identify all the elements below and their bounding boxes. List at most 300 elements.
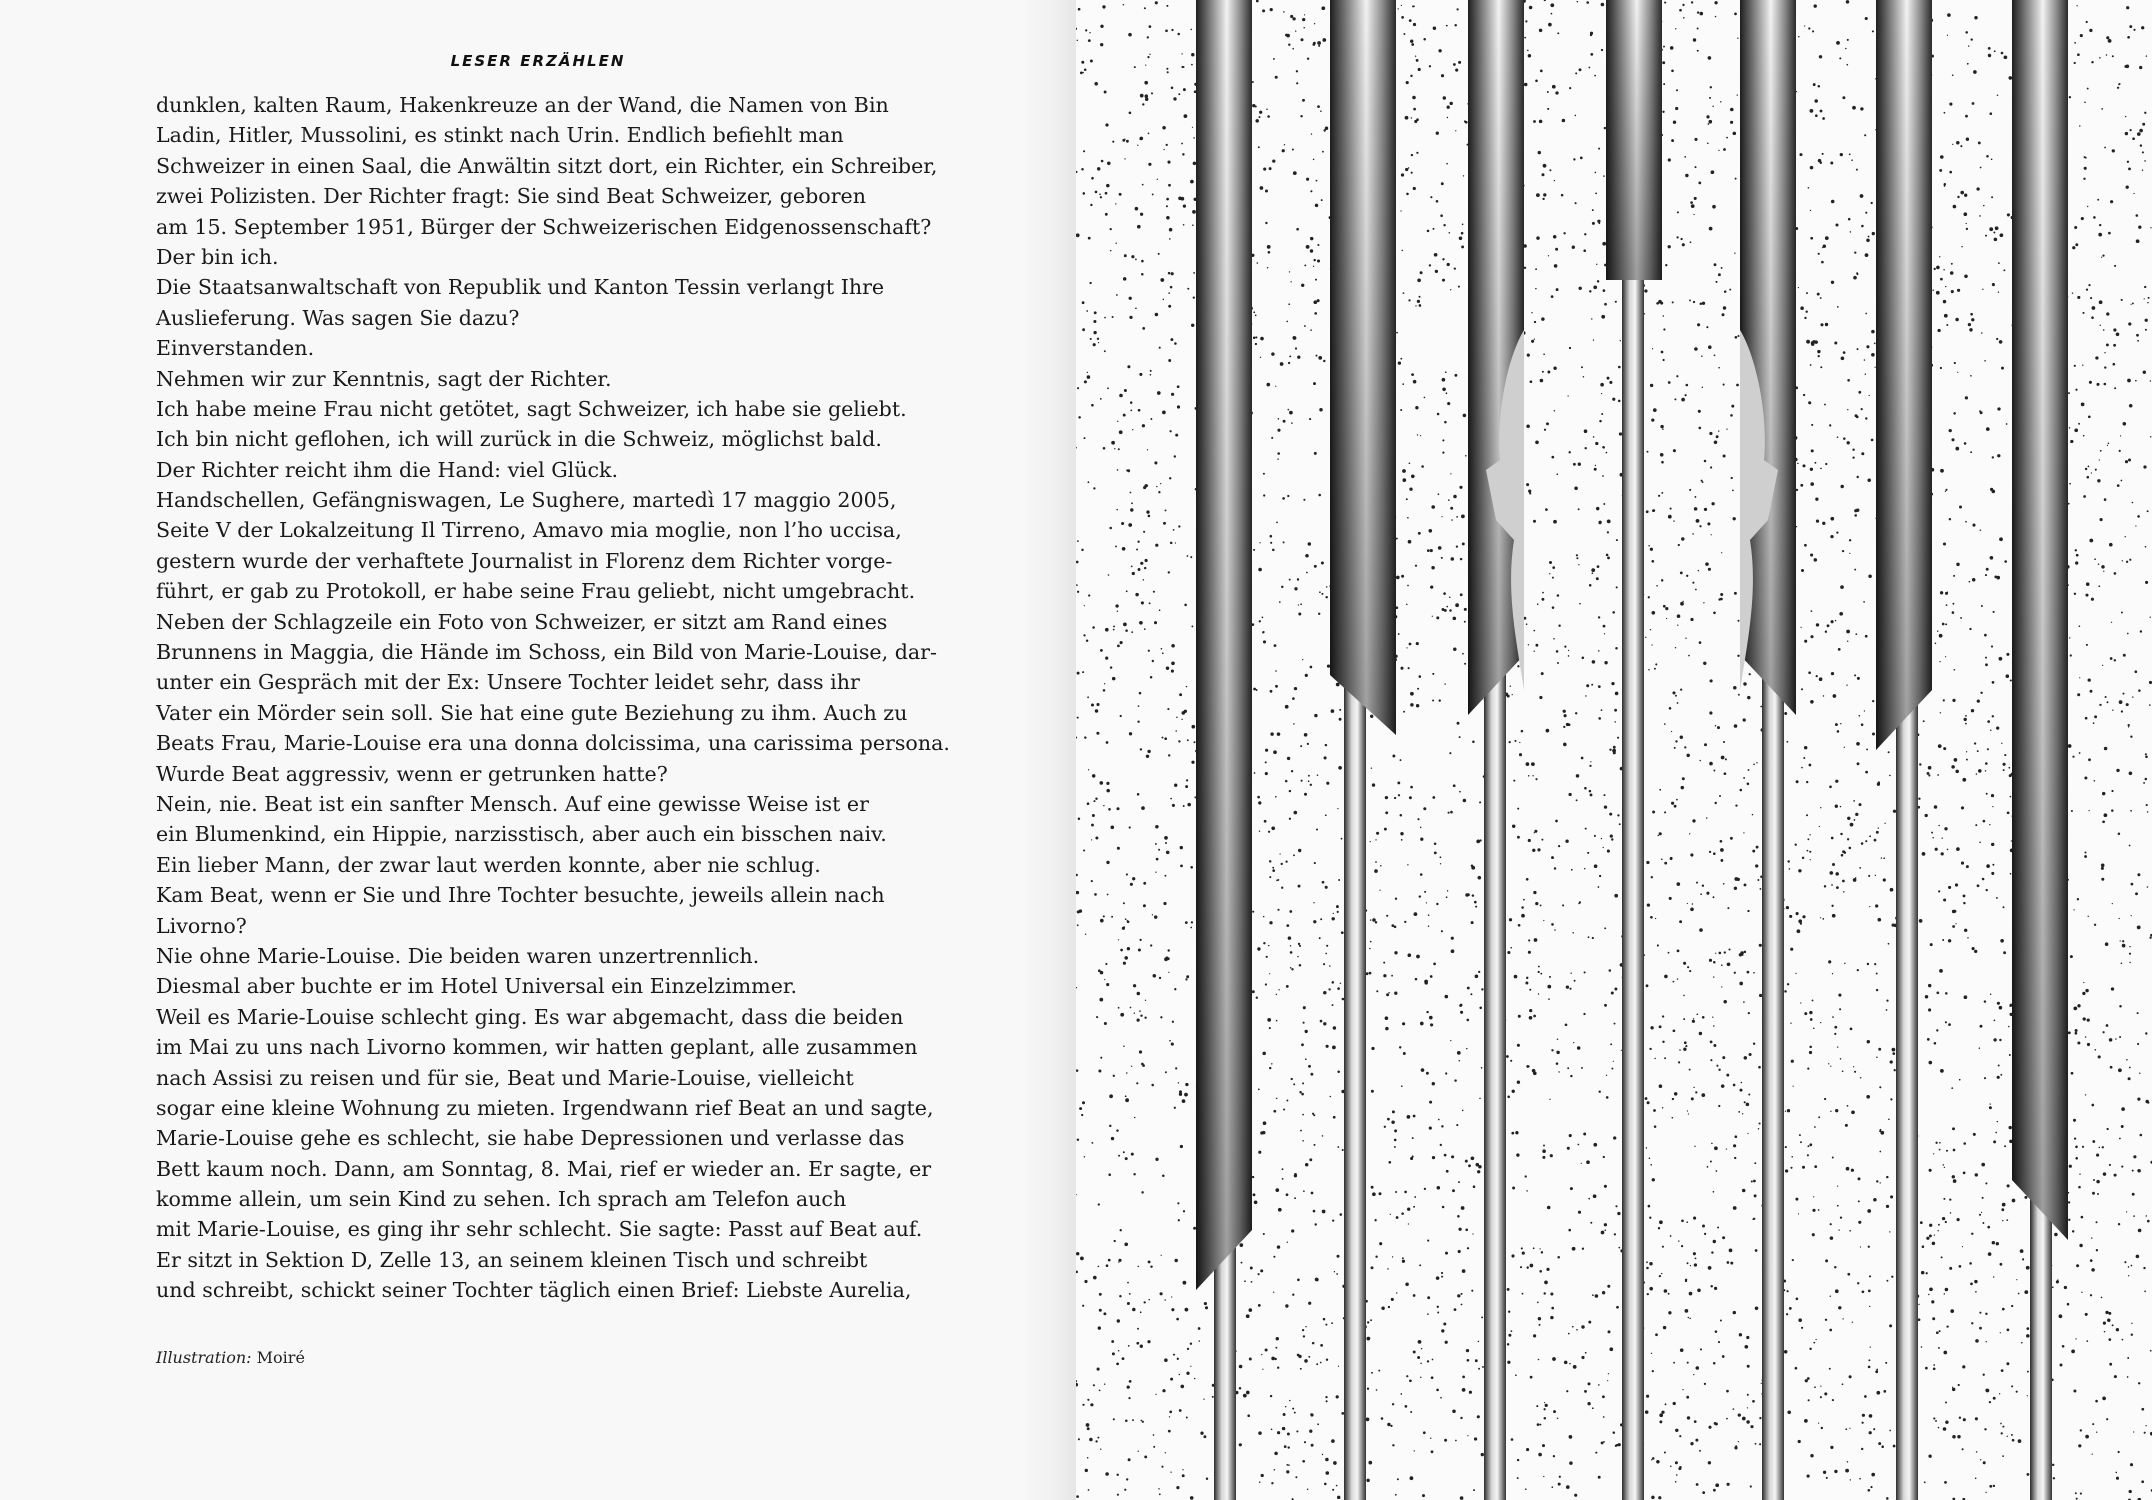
speckle-dot (1096, 732, 1099, 735)
speckle-dot (1980, 411, 1983, 414)
speckle-dot (1190, 866, 1193, 869)
speckle-dot (2145, 581, 2148, 584)
speckle-dot (2145, 778, 2148, 781)
speckle-dot (1588, 67, 1590, 69)
speckle-dot (1842, 880, 1845, 883)
speckle-dot (1437, 1312, 1439, 1314)
speckle-dot (1886, 1497, 1889, 1500)
speckle-dot (1139, 939, 1141, 941)
speckle-dot (1420, 1377, 1421, 1378)
speckle-dot (1747, 1365, 1750, 1368)
speckle-dot (1078, 8, 1081, 11)
speckle-dot (1864, 710, 1865, 711)
speckle-dot (1662, 1015, 1664, 1017)
speckle-dot (1286, 321, 1288, 323)
speckle-dot (1938, 825, 1939, 826)
speckle-dot (2103, 1172, 2106, 1175)
speckle-dot (1938, 1224, 1940, 1226)
speckle-dot (2130, 810, 2132, 812)
speckle-dot (2137, 873, 2140, 876)
speckle-dot (1713, 961, 1716, 964)
speckle-dot (1370, 841, 1371, 842)
speckle-dot (1698, 182, 1701, 185)
speckle-dot (1161, 648, 1163, 650)
speckle-dot (1568, 1333, 1570, 1335)
speckle-dot (2146, 55, 2147, 56)
speckle-dot (1894, 1069, 1896, 1071)
speckle-dot (1265, 222, 1267, 224)
speckle-dot (1288, 1464, 1290, 1466)
speckle-dot (1943, 542, 1946, 545)
speckle-dot (1709, 227, 1713, 231)
speckle-dot (1600, 383, 1604, 387)
speckle-dot (1589, 584, 1592, 587)
speckle-dot (1121, 522, 1124, 525)
speckle-dot (1100, 196, 1102, 198)
speckle-dot (1415, 305, 1416, 306)
speckle-dot (1618, 1443, 1621, 1446)
speckle-dot (1601, 1441, 1604, 1444)
speckle-dot (1448, 499, 1450, 501)
speckle-dot (2024, 1290, 2028, 1294)
speckle-dot (1459, 486, 1462, 489)
speckle-dot (1575, 712, 1577, 714)
speckle-dot (1123, 277, 1127, 281)
speckle-dot (1317, 774, 1319, 776)
speckle-dot (1397, 781, 1400, 784)
speckle-dot (1591, 318, 1592, 319)
speckle-dot (1467, 1019, 1470, 1022)
speckle-dot (1552, 85, 1556, 89)
speckle-dot (1467, 1359, 1470, 1362)
speckle-dot (1110, 825, 1114, 829)
speckle-dot (1149, 602, 1151, 604)
speckle-dot (1086, 310, 1088, 312)
speckle-dot (1940, 712, 1941, 713)
speckle-dot (1820, 917, 1821, 918)
speckle-dot (1997, 95, 1998, 96)
speckle-dot (1111, 1137, 1114, 1140)
speckle-dot (1804, 25, 1805, 26)
speckle-dot (1313, 300, 1317, 304)
speckle-dot (1403, 292, 1405, 294)
speckle-dot (2101, 108, 2103, 110)
speckle-dot (1370, 715, 1373, 718)
speckle-dot (1265, 772, 1268, 775)
speckle-dot (1952, 1388, 1956, 1392)
speckle-dot (1151, 92, 1153, 94)
speckle-dot (1874, 963, 1876, 965)
speckle-dot (1176, 717, 1178, 719)
speckle-dot (1814, 4, 1817, 7)
speckle-dot (1856, 169, 1858, 171)
speckle-dot (2009, 1054, 2011, 1056)
speckle-dot (1443, 224, 1445, 226)
speckle-dot (1734, 592, 1737, 595)
speckle-dot (1996, 1242, 1999, 1245)
speckle-dot (1857, 677, 1860, 680)
speckle-dot (1689, 299, 1691, 301)
speckle-dot (1528, 644, 1529, 645)
speckle-dot (1847, 1273, 1850, 1276)
speckle-dot (1586, 1160, 1590, 1164)
speckle-dot (1847, 409, 1848, 410)
speckle-dot (1939, 1149, 1941, 1151)
speckle-dot (1612, 398, 1615, 401)
speckle-dot (1154, 915, 1157, 918)
speckle-dot (1696, 519, 1700, 523)
speckle-dot (1964, 442, 1967, 445)
speckle-dot (1704, 1383, 1706, 1385)
speckle-dot (1953, 1179, 1957, 1183)
speckle-dot (1257, 947, 1260, 950)
speckle-dot (1261, 1354, 1262, 1355)
speckle-dot (1604, 1185, 1607, 1188)
speckle-dot (1091, 839, 1092, 840)
speckle-dot (2143, 465, 2146, 468)
speckle-dot (2084, 776, 2087, 779)
speckle-dot (1391, 924, 1394, 927)
speckle-dot (1185, 978, 1187, 980)
speckle-dot (1945, 1402, 1947, 1404)
speckle-dot (1955, 770, 1959, 774)
speckle-dot (1735, 178, 1737, 180)
speckle-dot (1682, 1389, 1683, 1390)
speckle-dot (1310, 784, 1312, 786)
speckle-dot (1325, 596, 1327, 598)
speckle-dot (1190, 1496, 1194, 1500)
speckle-dot (1322, 1135, 1324, 1137)
speckle-dot (2138, 226, 2141, 229)
speckle-dot (1700, 1348, 1702, 1350)
speckle-dot (1865, 417, 1867, 419)
speckle-dot (1604, 1004, 1607, 1007)
speckle-dot (1812, 999, 1814, 1001)
speckle-dot (1694, 347, 1698, 351)
speckle-dot (1276, 522, 1278, 524)
speckle-dot (1569, 1461, 1573, 1465)
speckle-dot (1459, 237, 1463, 241)
speckle-dot (1688, 655, 1690, 657)
speckle-dot (1100, 1057, 1102, 1059)
speckle-dot (1105, 123, 1108, 126)
speckle-dot (1820, 807, 1821, 808)
speckle-dot (1277, 458, 1278, 459)
speckle-dot (1711, 534, 1712, 535)
speckle-dot (1391, 1120, 1394, 1123)
speckle-dot (1712, 106, 1713, 107)
speckle-dot (1454, 267, 1456, 269)
speckle-dot (1673, 981, 1675, 983)
speckle-dot (1864, 1395, 1867, 1398)
speckle-dot (1140, 1420, 1142, 1422)
speckle-dot (1858, 1177, 1861, 1180)
speckle-dot (1809, 1046, 1812, 1049)
speckle-dot (1449, 597, 1451, 599)
speckle-dot (1820, 1022, 1821, 1023)
speckle-dot (1455, 1440, 1457, 1442)
speckle-dot (1963, 212, 1967, 216)
speckle-dot (1543, 353, 1545, 355)
speckle-dot (1592, 1407, 1594, 1409)
speckle-dot (1190, 927, 1192, 929)
speckle-dot (1840, 806, 1841, 807)
credit-label: Illustration: (156, 1348, 252, 1367)
speckle-dot (2105, 942, 2109, 946)
speckle-dot (1314, 714, 1317, 717)
speckle-dot (1372, 783, 1375, 786)
speckle-dot (1177, 33, 1180, 36)
speckle-dot (1333, 1026, 1336, 1029)
speckle-dot (1838, 1229, 1839, 1230)
speckle-dot (1865, 212, 1867, 214)
speckle-dot (2112, 55, 2114, 57)
speckle-dot (1880, 1182, 1881, 1183)
speckle-dot (2092, 1140, 2095, 1143)
speckle-dot (2000, 1423, 2002, 1425)
speckle-dot (1683, 962, 1686, 965)
speckle-dot (1933, 1153, 1934, 1154)
speckle-dot (1814, 1386, 1816, 1388)
speckle-dot (2112, 1324, 2114, 1326)
speckle-dot (1694, 166, 1696, 168)
speckle-dot (1290, 281, 1291, 282)
speckle-dot (2129, 953, 2131, 955)
speckle-dot (1598, 616, 1600, 618)
speckle-dot (1570, 1187, 1573, 1190)
speckle-dot (1246, 1391, 1250, 1395)
speckle-dot (1824, 1098, 1826, 1100)
speckle-dot (1969, 628, 1971, 630)
speckle-dot (1277, 429, 1280, 432)
speckle-dot (1371, 1090, 1374, 1093)
speckle-dot (1810, 237, 1813, 240)
speckle-dot (1985, 762, 1988, 765)
speckle-dot (1789, 1307, 1792, 1310)
speckle-dot (1922, 1245, 1925, 1248)
speckle-dot (1140, 94, 1144, 98)
speckle-dot (1949, 171, 1952, 174)
speckle-dot (1094, 82, 1098, 86)
speckle-dot (1077, 1138, 1079, 1140)
speckle-dot (1278, 989, 1279, 990)
speckle-dot (1945, 623, 1947, 625)
speckle-dot (1119, 394, 1123, 398)
speckle-dot (1739, 953, 1742, 956)
speckle-dot (1981, 1212, 1982, 1213)
speckle-dot (1785, 1169, 1788, 1172)
speckle-dot (1270, 1395, 1272, 1397)
speckle-dot (2087, 206, 2088, 207)
speckle-dot (1267, 115, 1270, 118)
speckle-dot (1517, 808, 1519, 810)
speckle-dot (1701, 355, 1703, 357)
speckle-dot (1747, 782, 1750, 785)
speckle-dot (1320, 918, 1322, 920)
speckle-dot (1609, 749, 1611, 751)
speckle-dot (1938, 744, 1942, 748)
speckle-dot (1578, 287, 1581, 290)
speckle-dot (1726, 429, 1727, 430)
speckle-dot (1734, 13, 1737, 16)
speckle-dot (1985, 663, 1988, 666)
speckle-dot (1179, 1374, 1180, 1375)
speckle-dot (1094, 311, 1097, 314)
speckle-dot (1985, 657, 1987, 659)
speckle-dot (1123, 4, 1124, 5)
speckle-dot (1876, 989, 1878, 991)
speckle-dot (1432, 1156, 1435, 1159)
speckle-dot (2134, 670, 2137, 673)
body-line: Brunnens in Maggia, die Hände im Schoss, ein Bild von Marie-Louise, dar- (156, 640, 937, 665)
speckle-dot (2006, 674, 2010, 678)
speckle-dot (1125, 1419, 1128, 1422)
speckle-dot (1999, 1393, 2000, 1394)
speckle-dot (2135, 380, 2137, 382)
speckle-dot (1540, 973, 1542, 975)
speckle-dot (1662, 61, 1665, 64)
speckle-dot (1991, 158, 1993, 160)
speckle-dot (1327, 664, 1330, 667)
speckle-dot (1976, 187, 1979, 190)
speckle-dot (1570, 1075, 1572, 1077)
speckle-dot (1090, 60, 1093, 63)
speckle-dot (2119, 83, 2121, 85)
speckle-dot (1404, 1191, 1407, 1194)
speckle-dot (1711, 1251, 1713, 1253)
speckle-dot (1614, 1023, 1616, 1025)
speckle-dot (1434, 851, 1437, 854)
speckle-dot (2122, 940, 2124, 942)
speckle-dot (1402, 469, 1406, 473)
speckle-dot (1962, 1365, 1965, 1368)
speckle-dot (1993, 232, 1995, 234)
speckle-dot (1798, 1213, 1799, 1214)
speckle-dot (1553, 520, 1557, 524)
speckle-dot (1954, 362, 1956, 364)
speckle-dot (1284, 144, 1285, 145)
speckle-dot (1122, 547, 1126, 551)
speckle-dot (1326, 1400, 1328, 1402)
speckle-dot (1689, 489, 1691, 491)
speckle-dot (1191, 761, 1194, 764)
body-line: Er sitzt in Sektion D, Zelle 13, an seinem kleinen Tisch und schreibt (156, 1247, 868, 1272)
speckle-dot (1829, 1329, 1832, 1332)
speckle-dot (1867, 1040, 1870, 1043)
speckle-dot (1376, 832, 1379, 835)
speckle-dot (1812, 1233, 1815, 1236)
speckle-dot (1424, 397, 1426, 399)
speckle-dot (2001, 1369, 2004, 1372)
speckle-dot (1713, 611, 1716, 614)
speckle-dot (1406, 81, 1409, 84)
speckle-dot (1971, 1233, 1973, 1235)
speckle-dot (2007, 1329, 2010, 1332)
speckle-dot (1957, 372, 1958, 373)
speckle-dot (1095, 837, 1098, 840)
speckle-dot (1418, 532, 1421, 535)
speckle-dot (1929, 1224, 1932, 1227)
speckle-dot (1991, 794, 1994, 797)
speckle-dot (1990, 488, 1993, 491)
speckle-dot (1689, 970, 1691, 972)
speckle-dot (1461, 1304, 1463, 1306)
speckle-dot (1167, 708, 1169, 710)
speckle-dot (1178, 525, 1180, 527)
speckle-dot (1668, 1293, 1670, 1295)
body-line: Schweizer in einen Saal, die Anwältin sitzt dort, ein Richter, ein Schreiber, (156, 153, 938, 178)
speckle-dot (1661, 1273, 1662, 1274)
speckle-dot (1456, 1124, 1458, 1126)
speckle-dot (1746, 1103, 1750, 1107)
speckle-dot (1319, 591, 1321, 593)
speckle-dot (1743, 832, 1744, 833)
speckle-dot (1510, 947, 1512, 949)
speckle-dot (2096, 1432, 2097, 1433)
speckle-dot (1990, 729, 1991, 730)
speckle-dot (1187, 803, 1191, 807)
speckle-dot (1671, 139, 1674, 142)
speckle-dot (1663, 1326, 1666, 1329)
speckle-dot (1331, 1439, 1335, 1443)
speckle-dot (1749, 1053, 1752, 1056)
speckle-dot (1112, 141, 1114, 143)
speckle-dot (1326, 586, 1328, 588)
speckle-dot (1415, 406, 1418, 409)
speckle-dot (2104, 383, 2107, 386)
speckle-dot (1165, 842, 1167, 844)
speckle-dot (1166, 666, 1169, 669)
speckle-dot (1879, 1130, 1881, 1132)
speckle-dot (1972, 947, 1975, 950)
speckle-dot (1419, 304, 1422, 307)
speckle-dot (1833, 694, 1837, 698)
speckle-dot (1715, 802, 1717, 804)
speckle-dot (1336, 1485, 1338, 1487)
speckle-dot (1313, 382, 1316, 385)
speckle-dot (1542, 1149, 1546, 1153)
speckle-dot (1079, 1107, 1082, 1110)
speckle-dot (1597, 886, 1599, 888)
speckle-dot (1177, 405, 1180, 408)
speckle-dot (2124, 65, 2127, 68)
speckle-dot (1149, 54, 1150, 55)
speckle-dot (1554, 867, 1556, 869)
speckle-dot (1872, 733, 1875, 736)
speckle-dot (1675, 695, 1677, 697)
speckle-dot (1532, 775, 1533, 776)
speckle-dot (2075, 1492, 2077, 1494)
speckle-dot (1167, 71, 1169, 73)
speckle-dot (1180, 1385, 1184, 1389)
speckle-dot (1165, 1071, 1167, 1073)
speckle-dot (1407, 585, 1409, 587)
speckle-dot (1339, 709, 1341, 711)
speckle-dot (1097, 1368, 1100, 1371)
speckle-dot (1282, 149, 1285, 152)
speckle-dot (1539, 29, 1542, 32)
speckle-dot (1511, 1330, 1513, 1332)
speckle-dot (1857, 1282, 1859, 1284)
speckle-dot (1093, 320, 1096, 323)
speckle-dot (1583, 1013, 1585, 1015)
speckle-dot (2137, 1097, 2140, 1100)
speckle-dot (2148, 297, 2150, 299)
speckle-dot (1607, 520, 1611, 524)
speckle-dot (1684, 156, 1686, 158)
speckle-dot (2136, 239, 2140, 243)
speckle-dot (1161, 1255, 1162, 1256)
